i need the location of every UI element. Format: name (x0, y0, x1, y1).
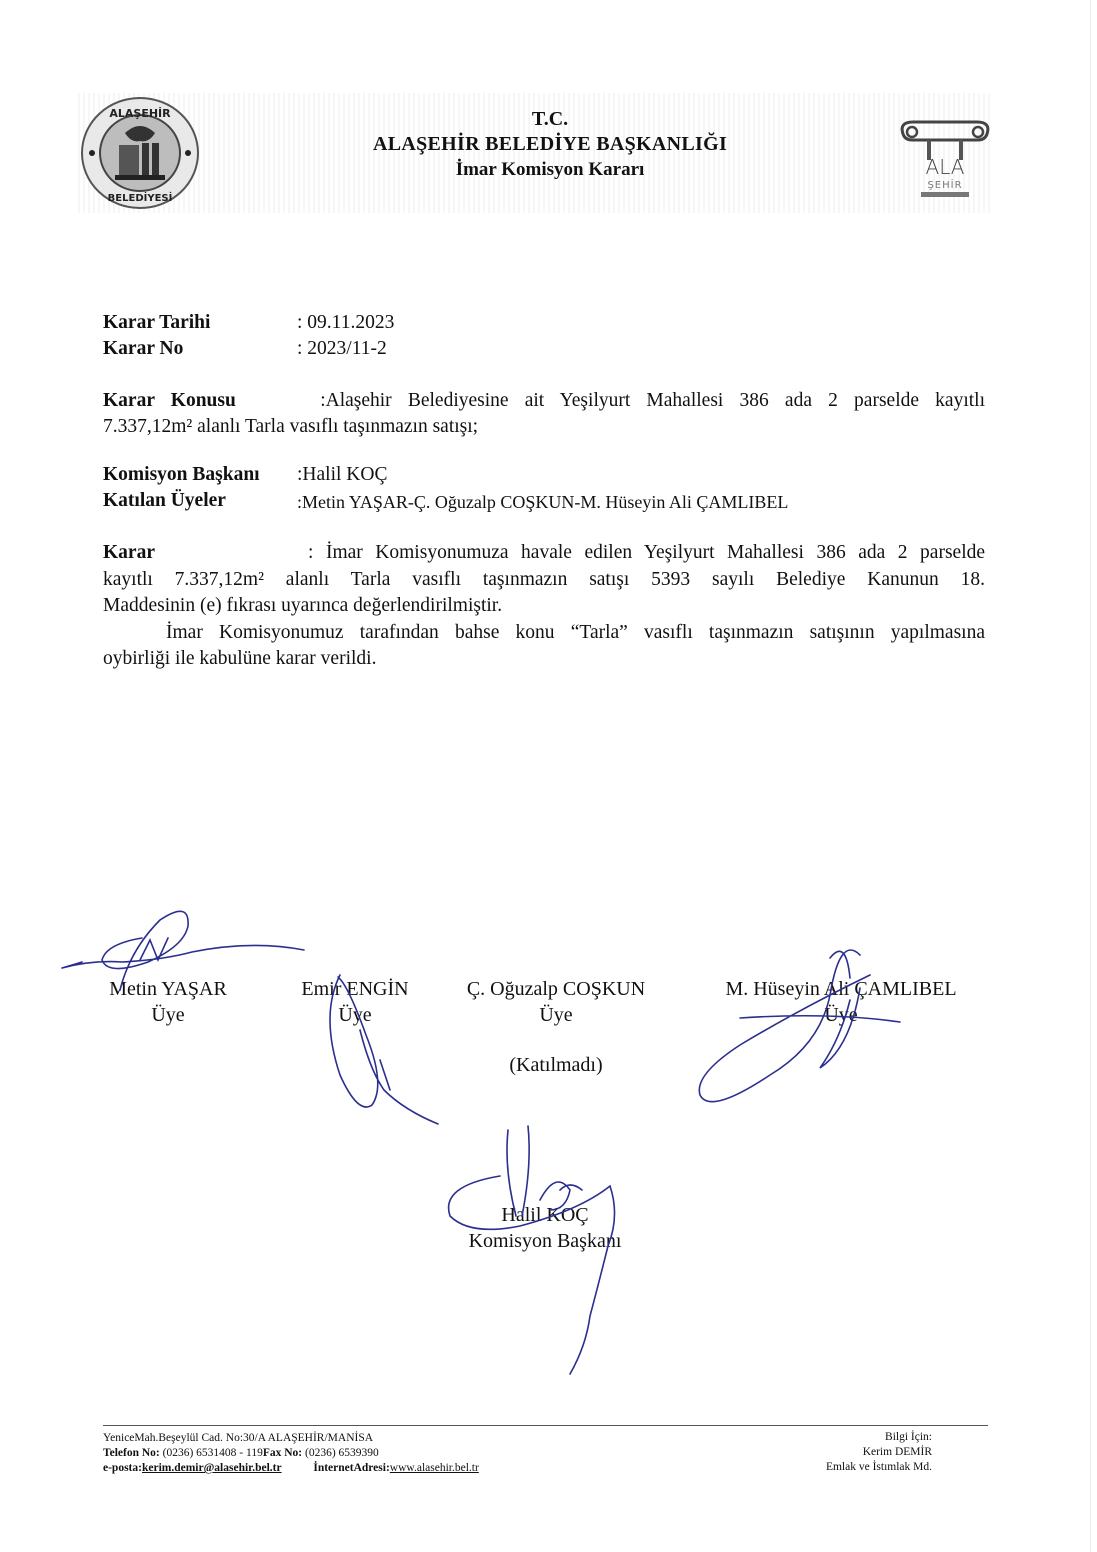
decision-text-4: İmar Komisyonumuz tarafından bahse konu “Tarla” vasıflı taşınmazın satışının yapılmasına (166, 622, 985, 643)
web-label: İnternetAdresi: (313, 1462, 390, 1474)
signer-2-role: Üye (338, 1004, 372, 1026)
number-value: : 2023/11-2 (297, 338, 387, 359)
header-organization: ALAŞEHİR BELEDİYE BAŞKANLIĞI (372, 133, 728, 155)
signature-block-3 (450, 976, 662, 1078)
footer-contact (103, 1461, 479, 1476)
decision-line-1 (103, 540, 985, 567)
decision-text-2: kayıtlı 7.337,12m² alanlı Tarla vasıflı taşınmazın satışı 5393 sayılı Belediye Kanunun 18. (103, 569, 985, 590)
signature-block-chair (450, 1202, 640, 1254)
web-link[interactable]: www.alasehir.bel.tr (389, 1462, 479, 1474)
chair-label: Komisyon Başkanı (103, 464, 260, 485)
subject-line-1 (103, 388, 985, 415)
chair-sign-name: Halil KOÇ (501, 1204, 589, 1226)
date-label: Karar Tarihi (103, 312, 211, 333)
signer-4-name: M. Hüseyin Ali ÇAMLIBEL (725, 978, 957, 1000)
municipality-seal-icon (79, 95, 201, 211)
number-label: Karar No (103, 338, 184, 359)
svg-text:ALA: ALA (925, 155, 965, 179)
email-label: e-posta: (103, 1462, 142, 1474)
signer-3-role: Üye (539, 1004, 573, 1026)
footer-divider (103, 1425, 988, 1426)
chair-value: :Halil KOÇ (297, 464, 388, 485)
signer-3-note: (Katılmadı) (509, 1054, 603, 1076)
members-value: :Metin YAŞAR-Ç. Oğuzalp COŞKUN-M. Hüseyin Ali ÇAMLIBEL (297, 492, 789, 512)
signer-2-name: Emir ENGİN (301, 978, 409, 1000)
decision-text-1: : İmar Komisyonumuza havale edilen Yeşilyurt Mahallesi 386 ada 2 parselde (308, 542, 986, 563)
signer-1-role: Üye (151, 1004, 185, 1026)
page-edge (1090, 0, 1091, 1552)
svg-text:BELEDİYESİ: BELEDİYESİ (107, 193, 173, 204)
fax-label: Fax No: (262, 1447, 303, 1459)
svg-text:ALAŞEHİR: ALAŞEHİR (109, 107, 171, 120)
header-tc: T.C. (531, 108, 569, 130)
members-label: Katılan Üyeler (103, 490, 226, 511)
signature-block-2 (280, 976, 430, 1028)
decision-text-3: Maddesinin (e) fıkrası uyarınca değerlendirilmiştir. (103, 595, 503, 616)
date-value: : 09.11.2023 (297, 312, 395, 333)
svg-text:ŞEHİR: ŞEHİR (927, 180, 963, 191)
subject-text-1: :Alaşehir Belediyesine ait Yeşilyurt Mahallesi 386 ada 2 parselde kayıtlı (320, 390, 986, 411)
footer-info (730, 1430, 932, 1475)
info-label: Bilgi İçin: (885, 1431, 932, 1443)
phone-label: Telefon No: (103, 1447, 160, 1459)
info-name: Kerim DEMİR (862, 1446, 932, 1458)
signature-block-1 (88, 976, 248, 1028)
subject-text-2: 7.337,12m² alanlı Tarla vasıflı taşınmazın satışı; (103, 416, 479, 437)
decision-line-4 (103, 620, 985, 647)
signer-1-name: Metin YAŞAR (109, 978, 227, 1000)
signer-4-role: Üye (824, 1004, 858, 1026)
ala-sehir-logo-icon (897, 118, 993, 200)
subject-label: Karar Konusu (103, 390, 236, 411)
decision-label: Karar (103, 542, 155, 563)
footer-phone-fax (103, 1446, 379, 1461)
signer-3-name: Ç. Oğuzalp COŞKUN (466, 978, 646, 1000)
decision-text-5: oybirliği ile kabulüne karar verildi. (103, 648, 377, 669)
footer-address: YeniceMah.Beşeylül Cad. No:30/A ALAŞEHİR/MANİSA (103, 1432, 374, 1444)
fax-value: (0236) 6539390 (302, 1447, 379, 1459)
signature-block-4 (705, 976, 977, 1028)
email-link[interactable]: kerim.demir@alasehir.bel.tr (141, 1462, 282, 1474)
chair-sign-role: Komisyon Başkanı (468, 1230, 622, 1252)
header-document-title: İmar Komisyon Kararı (455, 159, 645, 180)
info-dept: Emlak ve İstımlak Md. (825, 1461, 932, 1473)
phone-value: (0236) 6531408 - 119 (159, 1447, 263, 1459)
